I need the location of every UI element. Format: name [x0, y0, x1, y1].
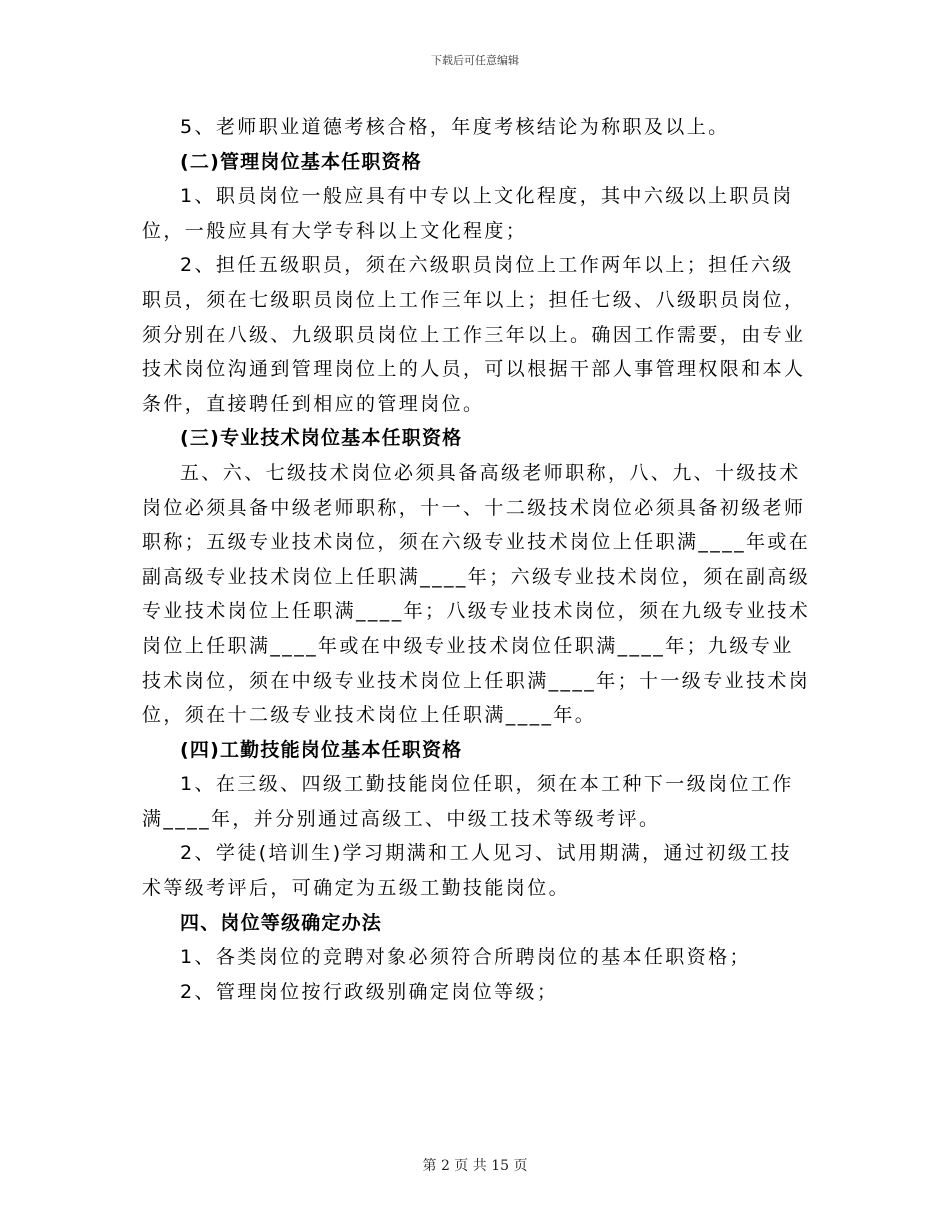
- paragraph-technical-requirements: 五、六、七级技术岗位必须具备高级老师职称，八、九、十级技术岗位必须具备中级老师职称，十一、十二级技术岗位必须具备初级老师职称；五级专业技术岗位，须在六级专业技术岗位上任职满____年或在副高级专业技术岗位上任职满____年；六级专业技术岗位，须在副高级专业技术岗位上任职满____年；八级专业技术岗位，须在九级专业技术岗位上任职满____年或在中级专业技术岗位任职满____年；九级专业技术岗位，须在中级专业技术岗位上任职满____年；十一级专业技术岗位，须在十二级专业技术岗位上任职满____年。: [142, 461, 811, 727]
- document-body: [142, 110, 812, 1009]
- paragraph-staff-education: 1、职员岗位一般应具有中专以上文化程度，其中六级以上职员岗位，一般应具有大学专科以上文化程度；: [142, 185, 794, 242]
- section-heading-management-qualifications: (二)管理岗位基本任职资格: [180, 150, 422, 173]
- page-header: 下载后可任意编辑: [431, 54, 519, 67]
- paragraph-staff-promotion: 2、担任五级职员，须在六级职员岗位上工作两年以上；担任六级职员，须在七级职员岗位上工作三年以上；担任七级、八级职员岗位，须分别在八级、九级职员岗位上工作三年以上。确因工作需要，由专业技术岗位沟通到管理岗位上的人员，可以根据干部人事管理权限和本人条件，直接聘任到相应的管理岗位。: [142, 254, 806, 415]
- paragraph-management-grade: 2、管理岗位按行政级别确定岗位等级；: [180, 980, 559, 1003]
- paragraph-candidate-eligibility: 1、各类岗位的竞聘对象必须符合所聘岗位的基本任职资格；: [180, 946, 751, 969]
- section-heading-skilled-worker-qualifications: (四)工勤技能岗位基本任职资格: [180, 738, 463, 761]
- paragraph-item-5-ethics: 5、老师职业道德考核合格，年度考核结论为称职及以上。: [180, 116, 730, 138]
- paragraph-worker-level-3-4: 1、在三级、四级工勤技能岗位任职，须在本工种下一级岗位工作满____年，并分别通过高级工、中级工技术等级考评。: [142, 773, 794, 830]
- section-heading-grade-determination: 四、岗位等级确定办法: [180, 911, 383, 934]
- section-heading-technical-qualifications: (三)专业技术岗位基本任职资格: [180, 427, 463, 450]
- paragraph-apprentice: 2、学徒(培训生)学习期满和工人见习、试用期满，通过初级工技术等级考评后，可确定为五级工勤技能岗位。: [142, 842, 792, 900]
- page-number-footer: 第 2 页 共 15 页: [422, 1158, 528, 1174]
